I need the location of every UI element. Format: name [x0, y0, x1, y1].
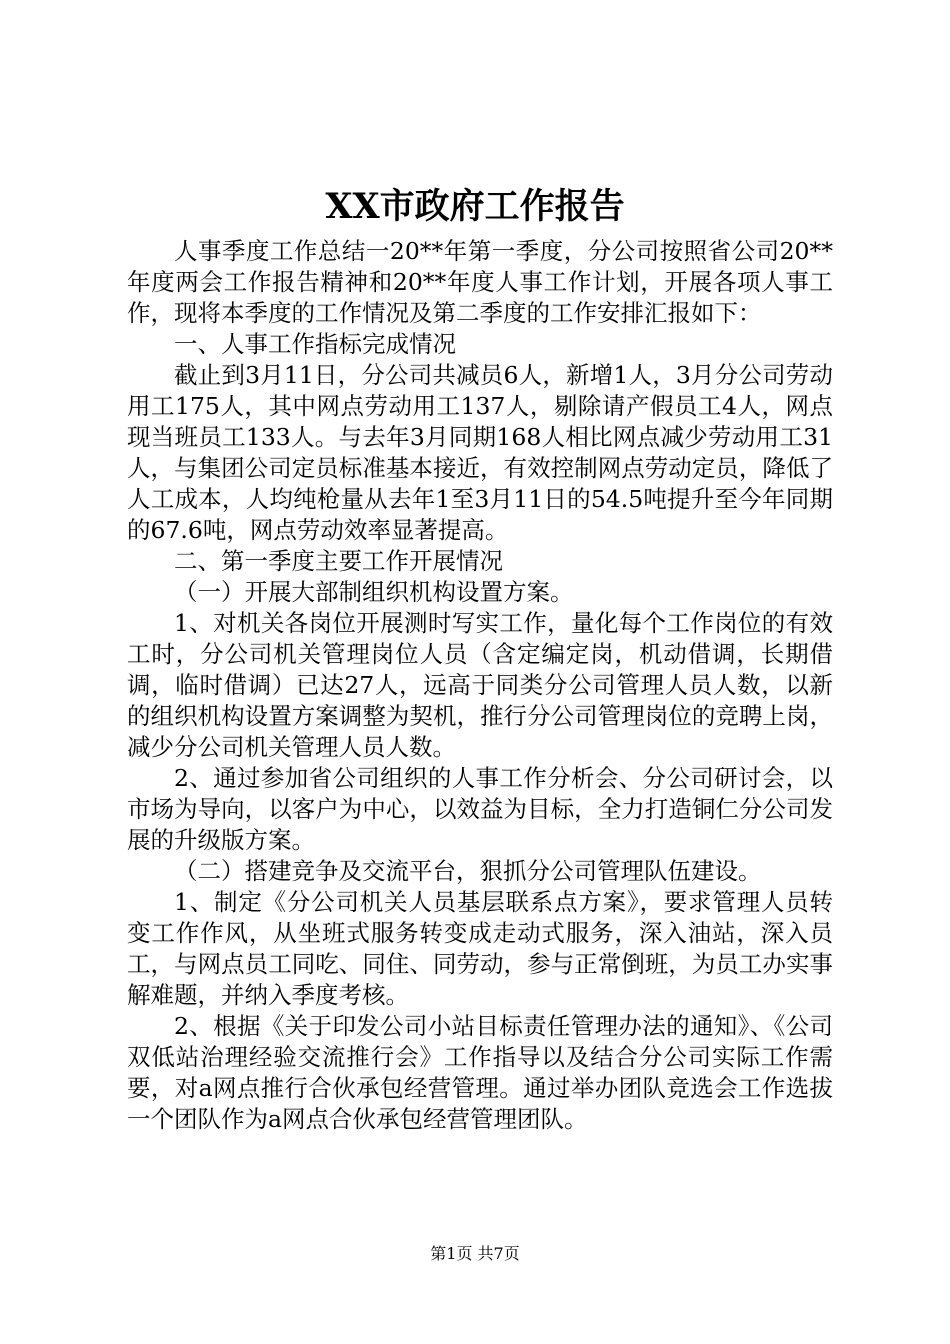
document-body	[127, 236, 833, 1135]
subsection-heading-2: （二）搭建竞争及交流平台，狠抓分公司管理队伍建设。	[174, 857, 762, 885]
subsection-heading-1: （一）开展大部制组织机构设置方案。	[174, 578, 574, 606]
subsection-2-item-1: 1、制定《分公司机关人员基层联系点方案》，要求管理人员转变工作作风，从坐班式服务转变成走动式服务，深入油站，深入员工，与网点员工同吃、同住、同劳动，参与正常倒班，为员工办实事解难题，并纳入季度考核。	[127, 888, 833, 1009]
document-title: XX市政府工作报告	[325, 186, 625, 227]
section-heading-1: 一、人事工作指标完成情况	[174, 330, 456, 358]
subsection-1-item-2: 2、通过参加省公司组织的人事工作分析会、分公司研讨会，以市场为导向，以客户为中心，以效益为目标，全力打造铜仁分公司发展的升级版方案。	[127, 764, 833, 854]
subsection-2-item-2: 2、根据《关于印发公司小站目标责任管理办法的通知》、《公司双低站治理经验交流推行会》工作指导以及结合分公司实际工作需要，对a网点推行合伙承包经营管理。通过举办团队竞选会工作选拔一个团队作为a网点合伙承包经营管理团队。	[127, 1012, 833, 1133]
subsection-1-item-1: 1、对机关各岗位开展测时写实工作，量化每个工作岗位的有效工时，分公司机关管理岗位人员（含定编定岗，机动借调，长期借调，临时借调）已达27人，远高于同类分公司管理人员人数，以新的组织机构设置方案调整为契机，推行分公司管理岗位的竞聘上岗，减少分公司机关管理人员人数。	[127, 609, 833, 761]
section-heading-2: 二、第一季度主要工作开展情况	[174, 547, 503, 575]
section-1-paragraph: 截止到3月11日，分公司共减员6人，新增1人，3月分公司劳动用工175人，其中网点劳动用工137人，剔除请产假员工4人，网点现当班员工133人。与去年3月同期168人相比网点减少劳动用工31人，与集团公司定员标准基本接近，有效控制网点劳动定员，降低了人工成本，人均纯枪量从去年1至3月11日的54.5吨提升至今年同期的67.6吨，网点劳动效率显著提高。	[127, 361, 833, 544]
intro-paragraph: 人事季度工作总结一20**年第一季度，分公司按照省公司20**年度两会工作报告精神和20**年度人事工作计划，开展各项人事工作，现将本季度的工作情况及第二季度的工作安排汇报如下：	[127, 237, 833, 327]
page-number-footer: 第1页 共7页	[430, 1244, 520, 1263]
